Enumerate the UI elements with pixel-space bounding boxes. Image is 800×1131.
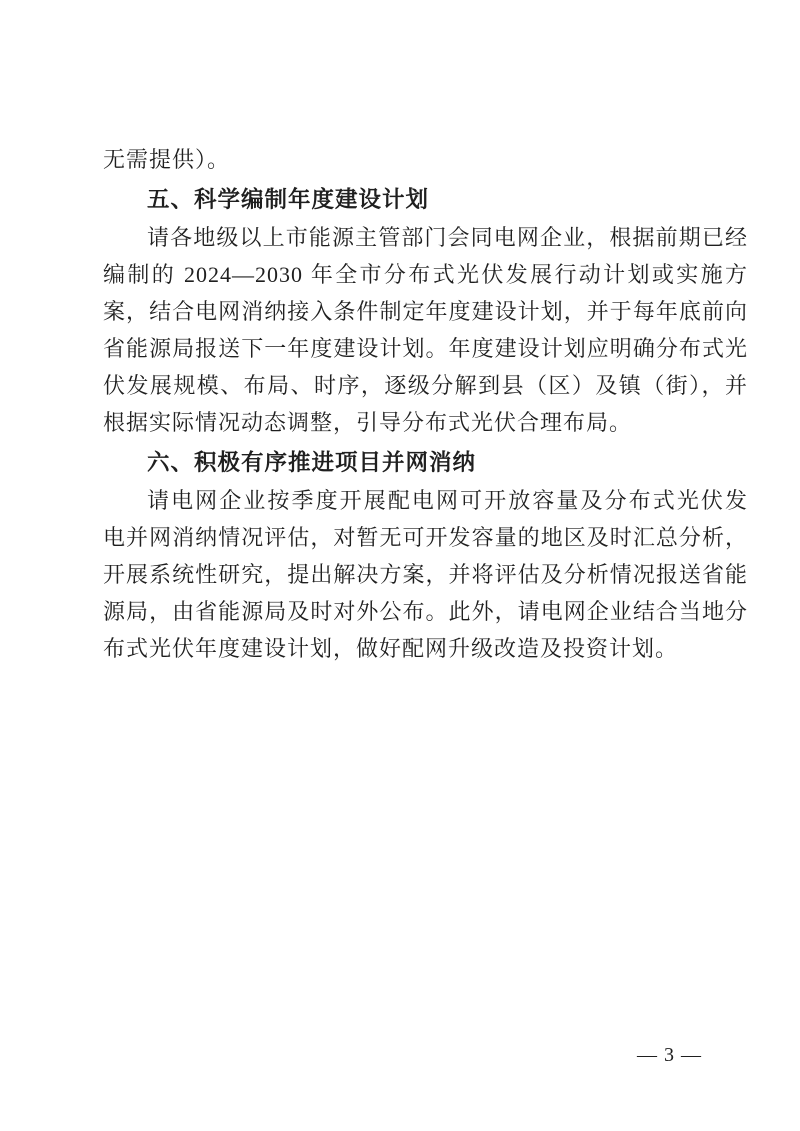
section-5-text-line: 编制的 2024—2030 年全市分布式光伏发展行动计划或实施方 <box>103 262 748 287</box>
section-5-text-line: 根据实际情况动态调整，引导分布式光伏合理布局。 <box>103 410 633 435</box>
section-6-text-line: 开展系统性研究，提出解决方案，并将评估及分析情况报送省能 <box>103 562 748 587</box>
section-5-text-line: 请各地级以上市能源主管部门会同电网企业，根据前期已经 <box>147 225 748 250</box>
section-5-text-line: 伏发展规模、布局、时序，逐级分解到县（区）及镇（街），并 <box>103 373 748 398</box>
section-6-text-line: 布式光伏年度建设计划，做好配网升级改造及投资计划。 <box>103 636 679 661</box>
section-6-heading: 六、积极有序推进项目并网消纳 <box>147 450 477 475</box>
section-5-heading: 五、科学编制年度建设计划 <box>147 187 430 212</box>
page-number: — 3 — <box>637 1044 702 1066</box>
intro-continuation-line: 无需提供）。 <box>103 147 231 172</box>
section-5-text-line: 案，结合电网消纳接入条件制定年度建设计划，并于每年底前向 <box>103 299 748 324</box>
section-6-text-line: 请电网企业按季度开展配电网可开放容量及分布式光伏发 <box>147 488 748 513</box>
section-6-text-line: 源局，由省能源局及时对外公布。此外，请电网企业结合当地分 <box>103 599 748 624</box>
section-6-text-line: 电并网消纳情况评估，对暂无可开发容量的地区及时汇总分析， <box>103 525 748 550</box>
document-body <box>103 141 748 667</box>
section-5-text-line: 省能源局报送下一年度建设计划。年度建设计划应明确分布式光 <box>103 336 748 361</box>
